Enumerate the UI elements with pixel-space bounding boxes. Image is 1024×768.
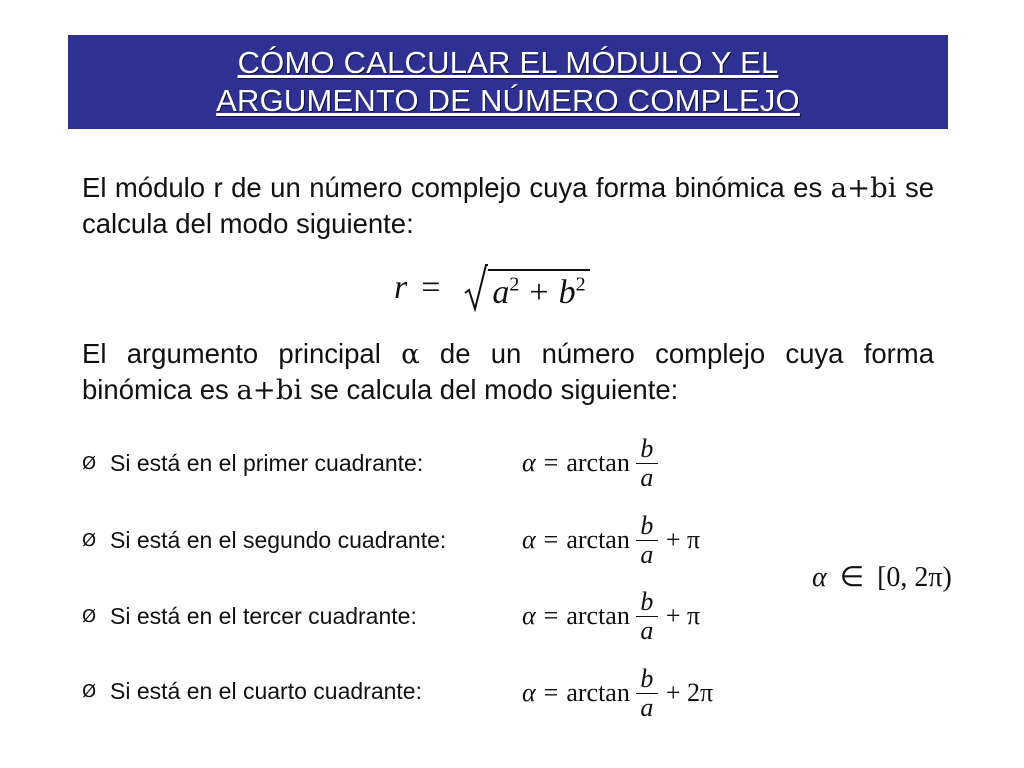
modulus-formula-lhs: r [394, 269, 408, 306]
modulus-text-2: se calcula del modo siguiente: [82, 172, 935, 239]
case-label-4: Si está en el cuarto cuadrante: [110, 677, 422, 704]
arrow-bullet-icon: Ø [82, 529, 97, 551]
case-formula-4 [522, 656, 713, 730]
fraction [636, 665, 658, 722]
formula-extra: + π [665, 601, 701, 630]
title-line-2: ARGUMENTO DE NÚMERO COMPLEJO [216, 83, 800, 118]
fraction-numerator: b [640, 586, 654, 616]
case-label-3: Si está en el tercer cuadrante: [110, 602, 417, 629]
case-formula-3 [522, 579, 700, 653]
arrow-bullet-icon: Ø [82, 605, 97, 627]
arrow-bullet-icon: Ø [82, 452, 97, 474]
formula-func: arctan [566, 678, 630, 707]
case-formula-1 [522, 426, 666, 500]
fraction-numerator: b [640, 663, 654, 693]
case-row-1 [82, 426, 423, 500]
sqrt-radicand [488, 269, 589, 313]
argument-text-3: se calcula del modo siguiente: [309, 374, 679, 405]
sqrt-expression [464, 263, 589, 313]
fraction-denominator: a [640, 615, 654, 645]
formula-lhs: α [522, 678, 536, 707]
fraction-denominator: a [640, 692, 654, 722]
radicand-b-exponent: 2 [575, 273, 586, 296]
radicand-b: b [558, 274, 576, 311]
case-row-3 [82, 579, 417, 653]
case-row-2 [82, 503, 446, 577]
case-label-1: Si está en el primer cuadrante: [110, 449, 424, 476]
range-interval: [0, 2π) [877, 562, 952, 593]
modulus-formula-equals: = [421, 269, 441, 306]
formula-extra: + π [665, 525, 701, 554]
modulus-binomial: a+bi [830, 172, 897, 204]
argument-text-1: El argumento principal [82, 338, 381, 369]
argument-text-2: de un número complejo cuya forma binómica es [82, 338, 935, 405]
title-line-1: CÓMO CALCULAR EL MÓDULO Y EL [237, 45, 779, 80]
argument-binomial: a+bi [236, 374, 303, 406]
fraction-numerator: b [640, 510, 654, 540]
formula-equals: = [543, 678, 559, 707]
formula-func: arctan [566, 448, 630, 477]
argument-alpha: α [401, 338, 420, 370]
formula-extra: + 2π [665, 678, 714, 707]
fraction [636, 435, 658, 492]
modulus-text-1: El módulo r de un número complejo cuya forma binómica es [82, 172, 823, 203]
range-alpha: α [812, 562, 827, 593]
radicand-a-exponent: 2 [509, 273, 520, 296]
formula-equals: = [543, 525, 559, 554]
formula-func: arctan [566, 601, 630, 630]
case-row-4 [82, 654, 422, 728]
radicand-a: a [492, 274, 510, 311]
fraction-denominator: a [640, 462, 654, 492]
fraction [636, 588, 658, 645]
fraction-denominator: a [640, 539, 654, 569]
fraction [636, 512, 658, 569]
formula-func: arctan [566, 525, 630, 554]
formula-lhs: α [522, 448, 536, 477]
formula-equals: = [543, 601, 559, 630]
range-formula [812, 560, 952, 594]
range-element-of: ∈ [839, 562, 865, 593]
modulus-formula [394, 260, 590, 316]
fraction-numerator: b [640, 433, 654, 463]
arrow-bullet-icon: Ø [82, 680, 97, 702]
argument-paragraph [82, 336, 934, 408]
case-formula-2 [522, 503, 700, 577]
radicand-plus: + [529, 274, 549, 311]
formula-lhs: α [522, 601, 536, 630]
title-banner [68, 35, 948, 129]
case-label-2: Si está en el segundo cuadrante: [110, 526, 447, 553]
modulus-paragraph [82, 170, 934, 241]
formula-lhs: α [522, 525, 536, 554]
formula-equals: = [543, 448, 559, 477]
sqrt-sign-icon [464, 263, 488, 313]
